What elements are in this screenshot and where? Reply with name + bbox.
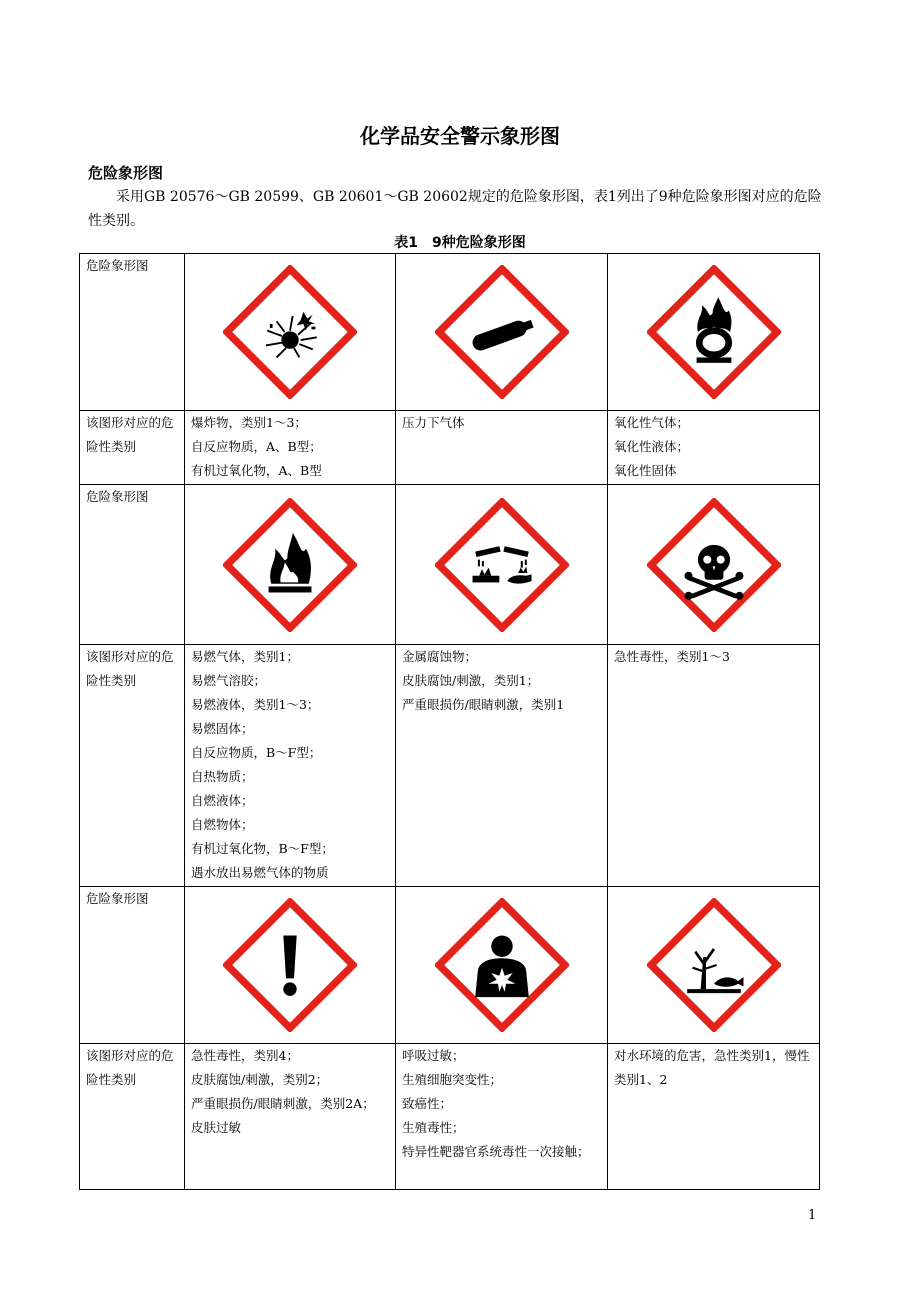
flame-icon <box>223 498 357 632</box>
skull-crossbones-icon <box>647 498 781 632</box>
pictogram-cell <box>396 254 608 411</box>
intro-paragraph: 采用GB 20576～GB 20599、GB 20601～GB 20602规定的危险象形图，表1列出了9种危险象形图对应的危险性类别。 <box>88 189 822 229</box>
category-line: 自反应物质，A、B型； <box>191 439 322 454</box>
category-line: 压力下气体 <box>402 415 465 430</box>
pictogram-row <box>80 887 820 1044</box>
category-cell <box>185 411 396 485</box>
pictogram-cell <box>185 887 396 1044</box>
corrosion-icon <box>435 498 569 632</box>
category-line: 有机过氧化物，B～F型； <box>191 841 334 856</box>
category-line: 特异性靶器官系统毒性一次接触； <box>402 1144 590 1159</box>
gas-cylinder-icon <box>435 265 569 399</box>
pictogram-cell <box>396 485 608 645</box>
pictogram-cell <box>396 887 608 1044</box>
category-line: 有机过氧化物，A、B型 <box>191 463 322 478</box>
pictogram-cell <box>608 254 820 411</box>
category-cell <box>185 1044 396 1190</box>
category-line: 急性毒性，类别4； <box>191 1048 299 1063</box>
pictogram-cell <box>185 485 396 645</box>
page-number: 1 <box>808 1208 817 1223</box>
category-line: 生殖毒性； <box>402 1120 465 1135</box>
category-cell <box>608 645 820 887</box>
category-row <box>80 411 820 485</box>
pictogram-row <box>80 254 820 411</box>
category-row <box>80 1044 820 1190</box>
category-line: 易燃气溶胶； <box>191 673 267 688</box>
category-line: 易燃液体，类别1～3； <box>191 697 320 712</box>
pictogram-table <box>79 253 820 1190</box>
category-cell <box>396 411 608 485</box>
category-line: 皮肤过敏 <box>191 1120 242 1135</box>
category-line: 致癌性； <box>402 1096 453 1111</box>
category-line: 皮肤腐蚀/刺激，类别2； <box>191 1072 329 1087</box>
exploding-bomb-icon <box>223 265 357 399</box>
health-hazard-icon <box>435 898 569 1032</box>
environment-icon <box>647 898 781 1032</box>
category-cell <box>396 1044 608 1190</box>
category-cell <box>185 645 396 887</box>
row-label: 危险象形图 <box>80 887 185 1044</box>
category-line: 自热物质； <box>191 769 254 784</box>
row-label: 危险象形图 <box>80 485 185 645</box>
pictogram-cell <box>608 485 820 645</box>
category-row <box>80 645 820 887</box>
category-line: 氧化性液体； <box>614 439 690 454</box>
exclamation-mark-icon <box>223 898 357 1032</box>
category-line: 氧化性固体 <box>614 463 677 478</box>
category-line: 呼吸过敏； <box>402 1048 465 1063</box>
row-label: 该图形对应的危险性类别 <box>80 645 185 887</box>
category-line: 自燃物体； <box>191 817 254 832</box>
category-line: 急性毒性，类别1～3 <box>614 649 730 664</box>
category-line: 对水环境的危害，急性类别1，慢性类别1、2 <box>614 1048 810 1087</box>
category-line: 氧化性气体； <box>614 415 690 430</box>
category-line: 遇水放出易燃气体的物质 <box>191 865 329 880</box>
category-line: 自反应物质，B～F型； <box>191 745 322 760</box>
row-label: 该图形对应的危险性类别 <box>80 1044 185 1190</box>
category-line: 爆炸物，类别1～3； <box>191 415 307 430</box>
page-title: 化学品安全警示象形图 <box>360 124 560 148</box>
category-cell <box>396 645 608 887</box>
category-line: 易燃固体； <box>191 721 254 736</box>
pictogram-row <box>80 485 820 645</box>
category-line: 严重眼损伤/眼睛刺激，类别2A； <box>191 1096 375 1111</box>
category-line: 皮肤腐蚀/刺激，类别1； <box>402 673 540 688</box>
category-line: 严重眼损伤/眼睛刺激，类别1 <box>402 697 565 712</box>
section-heading: 危险象形图 <box>88 164 164 182</box>
category-line: 易燃气体，类别1； <box>191 649 299 664</box>
row-label: 危险象形图 <box>80 254 185 411</box>
category-cell <box>608 1044 820 1190</box>
pictogram-cell <box>608 887 820 1044</box>
category-cell <box>608 411 820 485</box>
pictogram-cell <box>185 254 396 411</box>
flame-over-circle-icon <box>647 265 781 399</box>
category-line: 金属腐蚀物； <box>402 649 478 664</box>
row-label: 该图形对应的危险性类别 <box>80 411 185 485</box>
table-caption: 表1 9种危险象形图 <box>394 235 526 251</box>
category-line: 自燃液体； <box>191 793 254 808</box>
category-line: 生殖细胞突变性； <box>402 1072 503 1087</box>
